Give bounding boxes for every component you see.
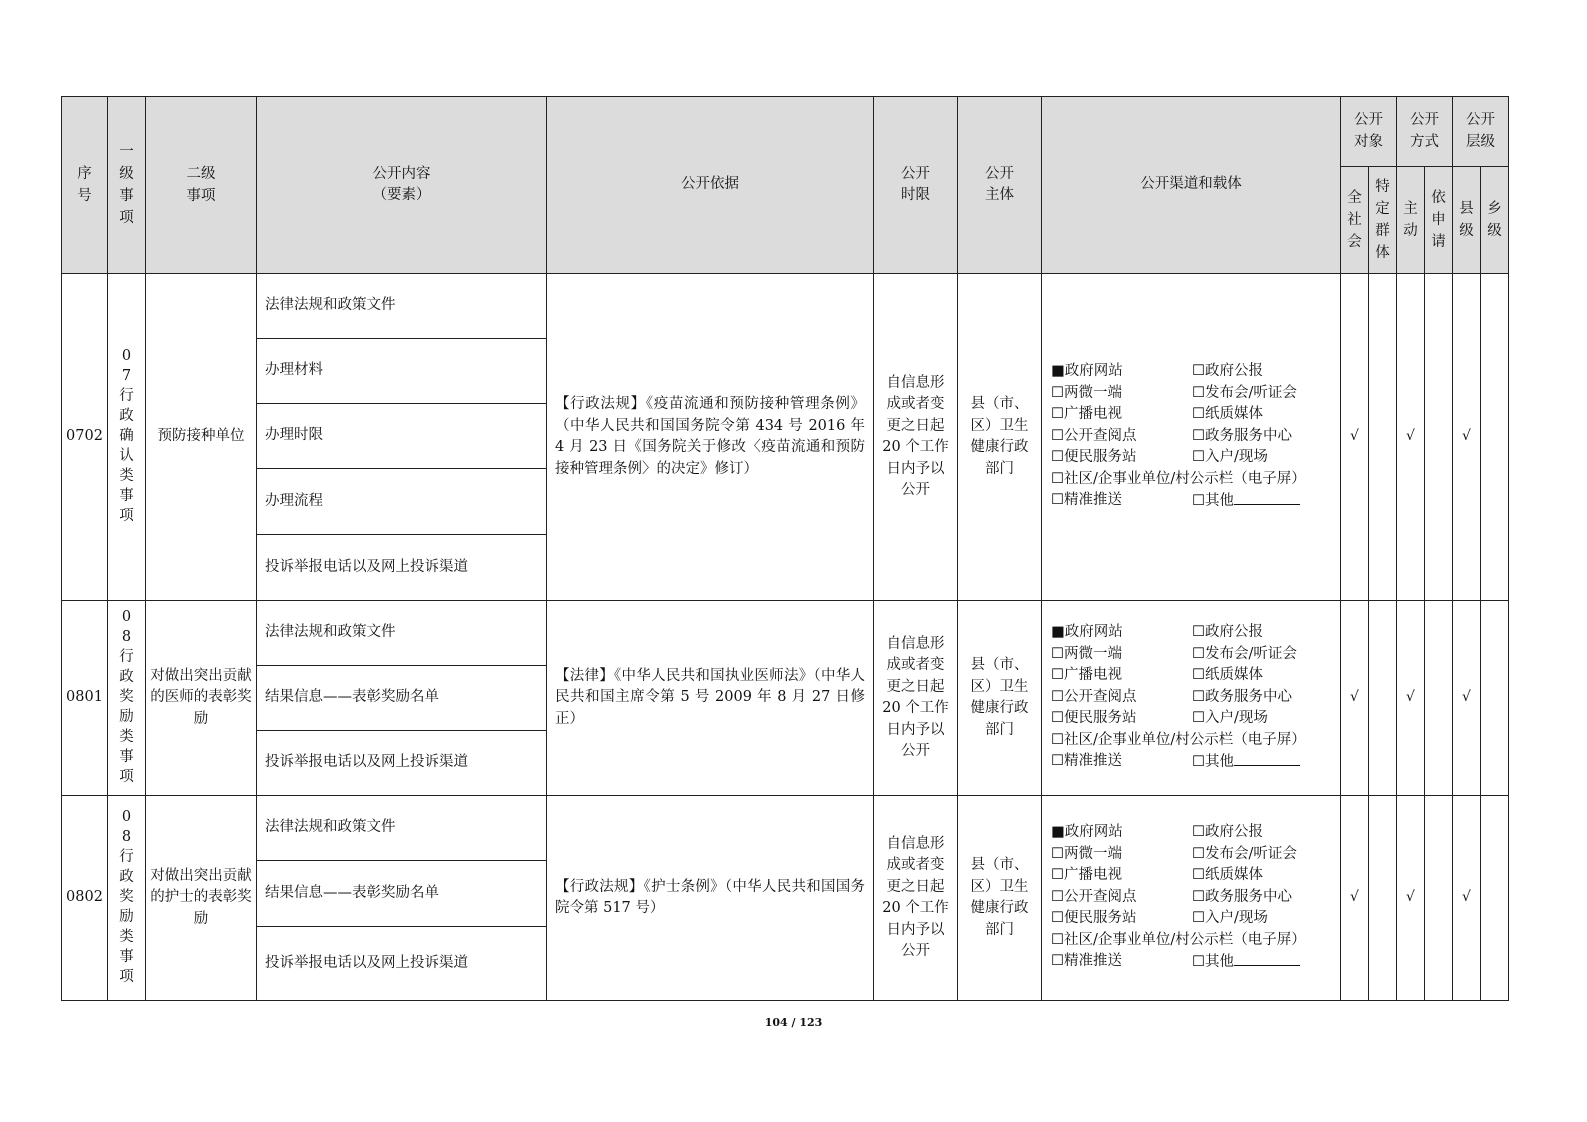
row-content-item: 法律法规和政策文件	[257, 796, 547, 861]
header-target: 公开 对象	[1341, 97, 1397, 167]
page-number: 104 / 123	[764, 1016, 823, 1029]
row-content-item: 结果信息——表彰奖励名单	[257, 666, 547, 731]
row-content-item: 投诉举报电话以及网上投诉渠道	[257, 927, 547, 1001]
row-level-town	[1481, 274, 1509, 601]
disclosure-table	[61, 96, 1509, 1001]
row-target-specific	[1369, 796, 1397, 1001]
header-target-all: 全社会	[1341, 167, 1369, 274]
row-level-county: √	[1453, 274, 1481, 601]
row-level1: 08行政奖励类事项	[108, 796, 146, 1001]
header-basis: 公开依据	[547, 97, 874, 274]
table-row	[62, 601, 1509, 666]
header-level2: 二级事项	[146, 97, 257, 274]
row-target-specific	[1369, 601, 1397, 796]
row-level-town	[1481, 601, 1509, 796]
header-seq: 序号	[62, 97, 108, 274]
row-level-county: √	[1453, 601, 1481, 796]
row-method-apply	[1425, 601, 1453, 796]
row-level1: 07行政确认类事项	[108, 274, 146, 601]
row-subject: 县（市、区）卫生健康行政部门	[958, 796, 1042, 1001]
header-method-apply: 依申请	[1425, 167, 1453, 274]
row-time-limit: 自信息形成或者变更之日起 20 个工作日内予以公开	[874, 274, 958, 601]
blank-line	[1234, 951, 1300, 966]
table-row	[62, 274, 1509, 339]
row-method-apply	[1425, 274, 1453, 601]
row-time-limit: 自信息形成或者变更之日起 20 个工作日内予以公开	[874, 796, 958, 1001]
row-subject: 县（市、区）卫生健康行政部门	[958, 601, 1042, 796]
row-seq: 0702	[62, 274, 108, 601]
row-time-limit: 自信息形成或者变更之日起 20 个工作日内予以公开	[874, 601, 958, 796]
row-content-item: 法律法规和政策文件	[257, 601, 547, 666]
row-channels: ■政府网站 ☐政府公报 ☐两微一端 ☐发布会/听证会 ☐广播电视 ☐纸质媒体 ☐公开查阅点 ☐政务服务中心 ☐便民服务站 ☐入户/现场 ☐社区/企事业单位/村公示栏（电子屏） ☐精准推送 ☐其他	[1042, 796, 1341, 1001]
row-level1: 08行政奖励类事项	[108, 601, 146, 796]
row-level2: 预防接种单位	[146, 274, 257, 601]
row-method-active: √	[1397, 601, 1425, 796]
row-content-item: 投诉举报电话以及网上投诉渠道	[257, 535, 547, 601]
row-content-item: 法律法规和政策文件	[257, 274, 547, 339]
row-seq: 0802	[62, 796, 108, 1001]
header-level-town: 乡级	[1481, 167, 1509, 274]
row-content-item: 结果信息——表彰奖励名单	[257, 861, 547, 927]
row-content-item: 办理材料	[257, 339, 547, 404]
blank-line	[1234, 490, 1300, 505]
row-level-town	[1481, 796, 1509, 1001]
table-row	[62, 796, 1509, 861]
header-level: 公开 层级	[1453, 97, 1509, 167]
row-basis: 【法律】《中华人民共和国执业医师法》（中华人民共和国主席令第 5 号 2009 年 8 月 27 日修正）	[547, 601, 874, 796]
row-channels: ■政府网站 ☐政府公报 ☐两微一端 ☐发布会/听证会 ☐广播电视 ☐纸质媒体 ☐公开查阅点 ☐政务服务中心 ☐便民服务站 ☐入户/现场 ☐社区/企事业单位/村公示栏（电子屏） ☐精准推送 ☐其他	[1042, 274, 1341, 601]
row-target-specific	[1369, 274, 1397, 601]
header-method-active: 主动	[1397, 167, 1425, 274]
row-level2: 对做出突出贡献的护士的表彰奖励	[146, 796, 257, 1001]
row-content-item: 投诉举报电话以及网上投诉渠道	[257, 731, 547, 796]
header-method: 公开 方式	[1397, 97, 1453, 167]
header-content: 公开内容 （要素）	[257, 97, 547, 274]
blank-line	[1234, 751, 1300, 766]
row-target-all: √	[1341, 601, 1369, 796]
row-level2: 对做出突出贡献的医师的表彰奖励	[146, 601, 257, 796]
header-channels: 公开渠道和载体	[1042, 97, 1341, 274]
row-content-item: 办理流程	[257, 469, 547, 535]
header-level1: 一级事项	[108, 97, 146, 274]
header-target-specific: 特定群体	[1369, 167, 1397, 274]
row-basis: 【行政法规】《护士条例》（中华人民共和国国务院令第 517 号）	[547, 796, 874, 1001]
row-basis: 【行政法规】《疫苗流通和预防接种管理条例》（中华人民共和国国务院令第 434 号 2016 年 4 月 23 日《国务院关于修改〈疫苗流通和预防接种管理条例〉的决定》修订）	[547, 274, 874, 601]
row-seq: 0801	[62, 601, 108, 796]
header-time-limit: 公开 时限	[874, 97, 958, 274]
row-channels: ■政府网站 ☐政府公报 ☐两微一端 ☐发布会/听证会 ☐广播电视 ☐纸质媒体 ☐公开查阅点 ☐政务服务中心 ☐便民服务站 ☐入户/现场 ☐社区/企事业单位/村公示栏（电子屏） ☐精准推送 ☐其他	[1042, 601, 1341, 796]
row-method-active: √	[1397, 796, 1425, 1001]
row-method-apply	[1425, 796, 1453, 1001]
row-subject: 县（市、区）卫生健康行政部门	[958, 274, 1042, 601]
header-subject: 公开 主体	[958, 97, 1042, 274]
row-target-all: √	[1341, 274, 1369, 601]
row-content-item: 办理时限	[257, 404, 547, 469]
row-method-active: √	[1397, 274, 1425, 601]
row-target-all: √	[1341, 796, 1369, 1001]
row-level-county: √	[1453, 796, 1481, 1001]
header-level-county: 县级	[1453, 167, 1481, 274]
